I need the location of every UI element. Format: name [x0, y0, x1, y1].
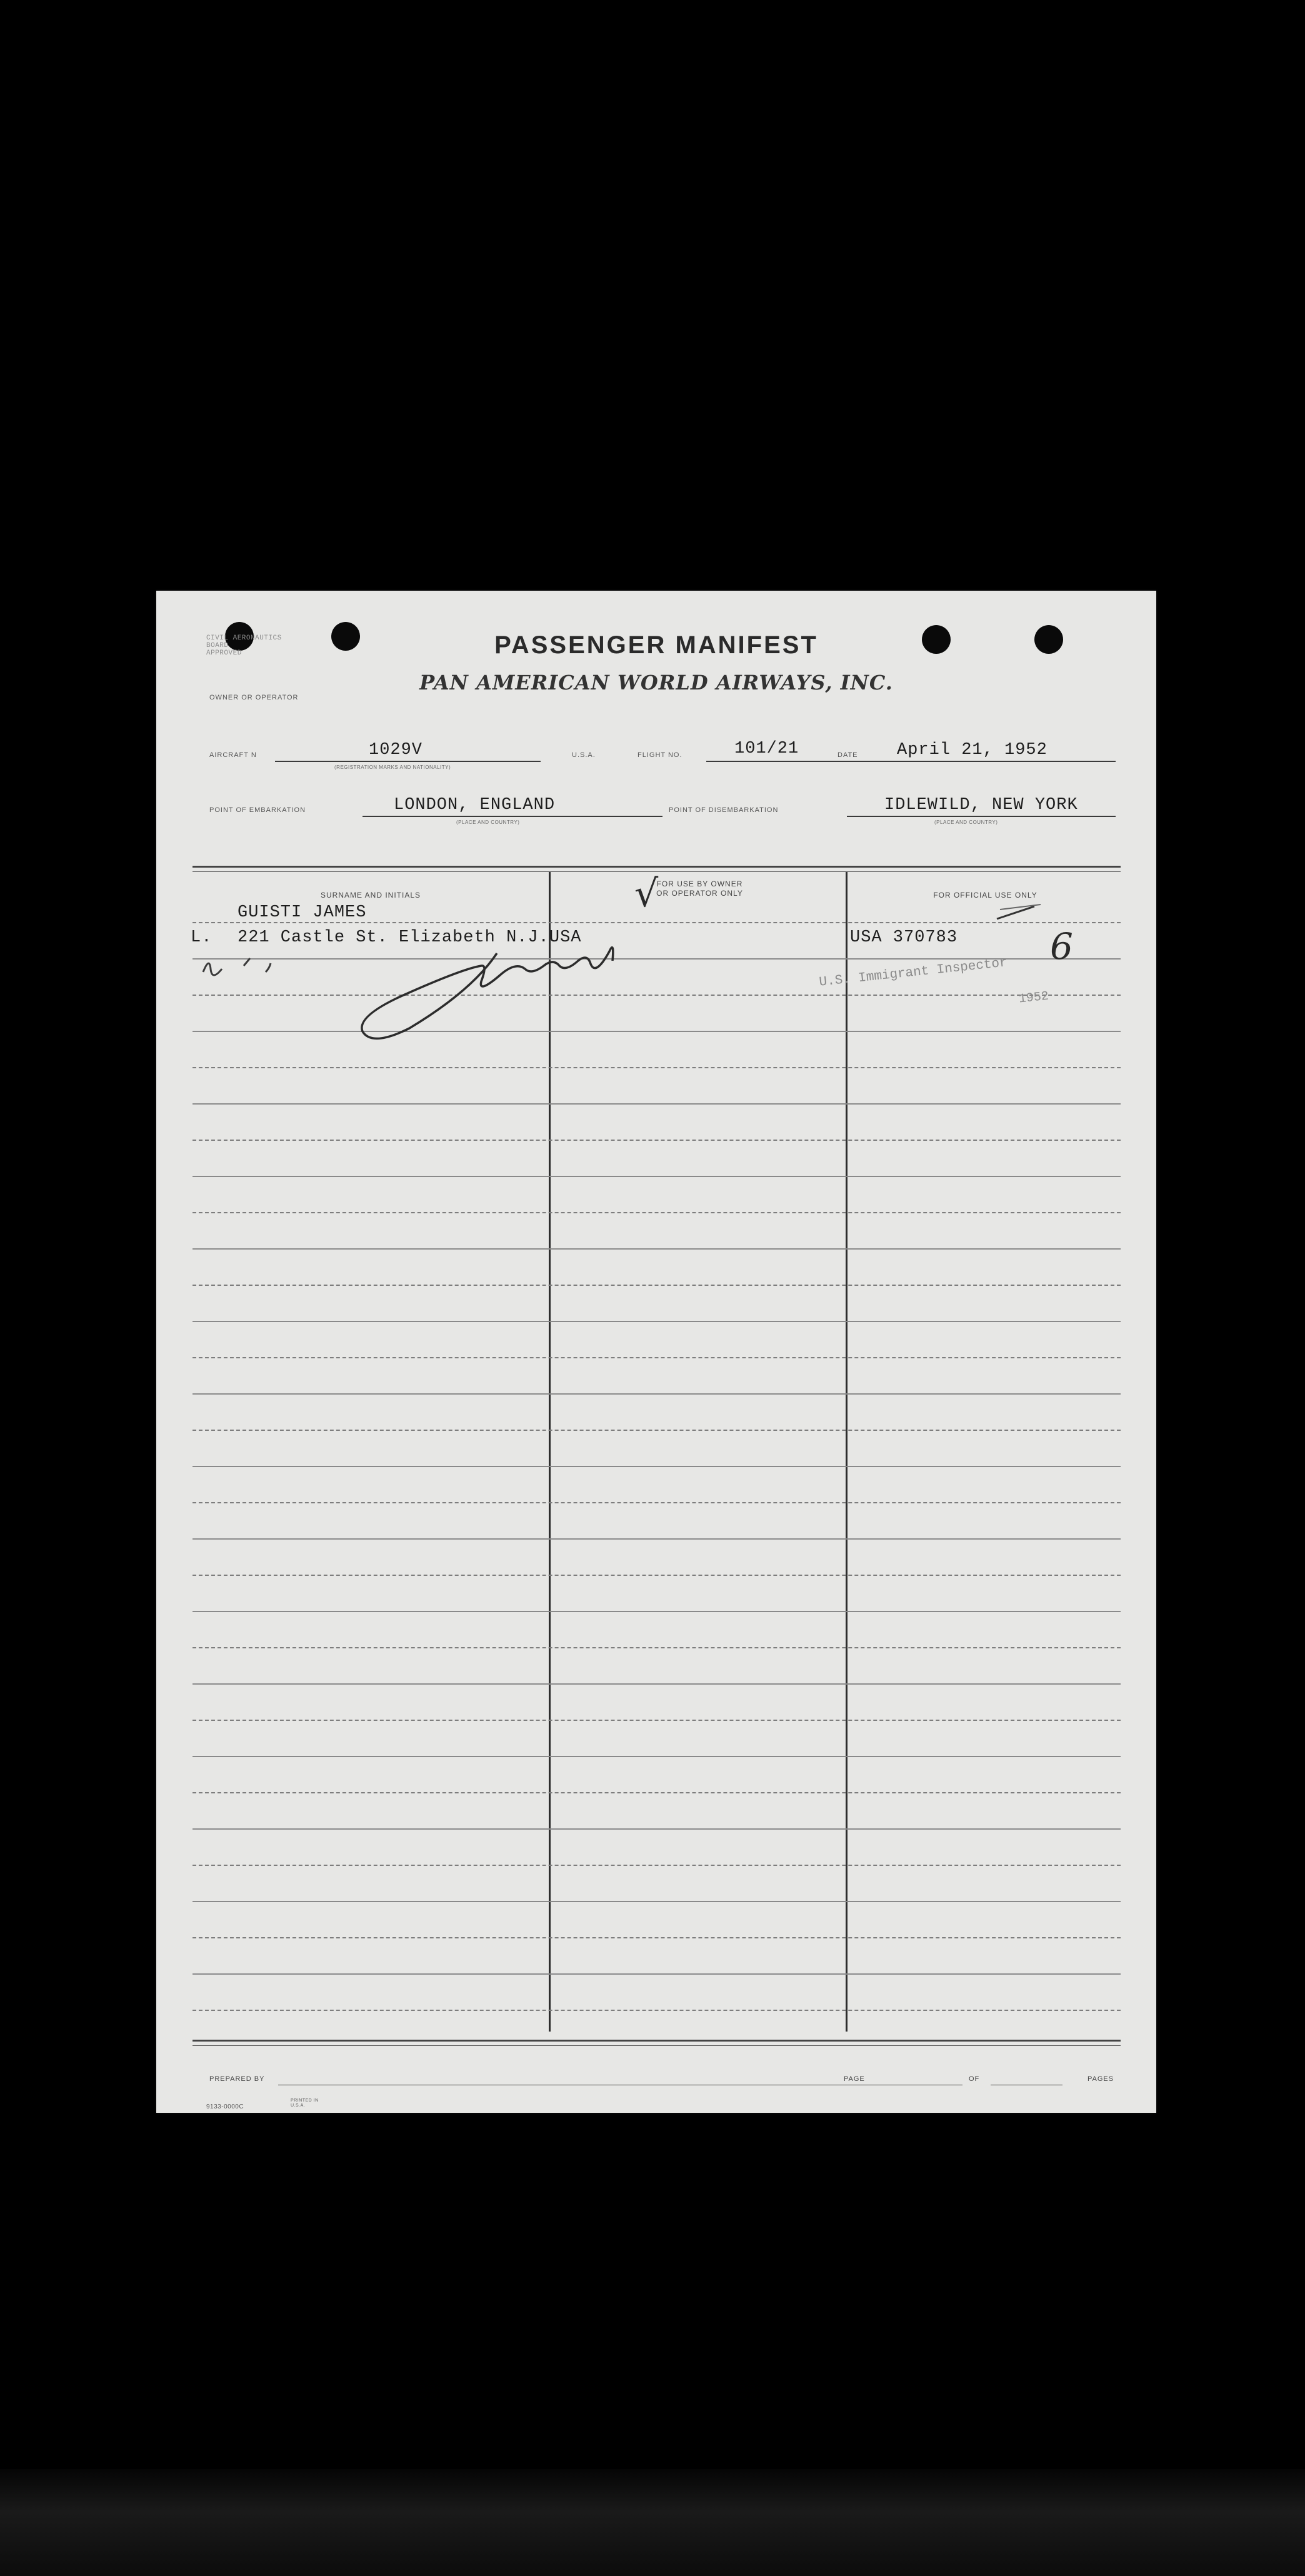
date-label: DATE [838, 751, 858, 759]
flight-value: 101/21 [734, 739, 799, 758]
row-rule [192, 2010, 1121, 2011]
row-rule [192, 1792, 1121, 1793]
col-head-owner-use-1: FOR USE BY OWNER [656, 880, 743, 888]
row-rule [192, 1720, 1121, 1721]
entry-address-prefix: L. [191, 928, 212, 947]
official-handwritten-mark: 6 [1050, 925, 1073, 968]
entry-address: 221 Castle St. Elizabeth N.J.USA [238, 928, 582, 947]
table-bottom-rule [192, 2040, 1121, 2042]
row-rule [192, 1611, 1121, 1612]
flight-label: FLIGHT NO. [638, 751, 682, 759]
inspector-stamp: U.S. Immigrant Inspector [818, 956, 1008, 990]
disembarkation-value: IDLEWILD, NEW YORK [884, 796, 1078, 814]
aircraft-value: 1029V [369, 741, 423, 759]
disembarkation-sublabel: (PLACE AND COUNTRY) [934, 819, 998, 825]
row-rule [192, 1285, 1121, 1286]
prepared-by-label: PREPARED BY [209, 2075, 265, 2083]
of-label: OF [969, 2075, 980, 2083]
date-value: April 21, 1952 [897, 741, 1048, 759]
inspector-stamp-year: 1952 [1018, 989, 1050, 1007]
col-head-surname: SURNAME AND INITIALS [320, 891, 421, 900]
owner-check-mark: √ [634, 872, 659, 916]
passenger-manifest-sheet [156, 591, 1156, 2113]
printed-label: PRINTED IN U.S.A. [291, 2098, 319, 2108]
scan-bed-edge [0, 2469, 1305, 2576]
row-rule [192, 1140, 1121, 1141]
row-rule [192, 1538, 1121, 1540]
row-rule [192, 1103, 1121, 1105]
row-rule [192, 1756, 1121, 1757]
row-rule [192, 1502, 1121, 1503]
row-rule [192, 1357, 1121, 1358]
row-rule [192, 1321, 1121, 1322]
row-rule [192, 1828, 1121, 1830]
aircraft-label: AIRCRAFT N [209, 751, 257, 759]
row-rule [192, 1683, 1121, 1685]
aircraft-sublabel: (REGISTRATION MARKS AND NATIONALITY) [334, 764, 451, 770]
row-rule [192, 1393, 1121, 1395]
row-rule [192, 1212, 1121, 1213]
embarkation-label: POINT OF EMBARKATION [209, 806, 306, 814]
row-rule [192, 1430, 1121, 1431]
row-rule [192, 1575, 1121, 1576]
corner-approval-stamp: CIVIL AERONAUTICS BOARD APPROVED [206, 634, 282, 657]
row-rule [192, 1865, 1121, 1866]
owner-operator-label: OWNER OR OPERATOR [209, 694, 299, 701]
row-rule [192, 1901, 1121, 1902]
row-rule [192, 1973, 1121, 1975]
entry-official-number: USA 370783 [850, 928, 958, 947]
table-bottom-rule-2 [192, 2045, 1121, 2046]
page-label: PAGE [844, 2075, 865, 2083]
form-code: 9133-0000C [206, 2103, 244, 2110]
embarkation-value: LONDON, ENGLAND [394, 796, 556, 814]
usa-label: U.S.A. [572, 751, 596, 759]
row-rule [192, 1466, 1121, 1467]
embarkation-sublabel: (PLACE AND COUNTRY) [456, 819, 520, 825]
row-rule [192, 1647, 1121, 1648]
row-rule [192, 1176, 1121, 1177]
pages-label: PAGES [1088, 2075, 1114, 2083]
col-head-official: FOR OFFICIAL USE ONLY [933, 891, 1038, 900]
row-rule [192, 1248, 1121, 1250]
airline-name: PAN AMERICAN WORLD AIRWAYS, INC. [419, 671, 893, 694]
col-head-owner-use-2: OR OPERATOR ONLY [656, 889, 743, 898]
form-title: PASSENGER MANIFEST [494, 631, 818, 659]
row-rule [192, 1937, 1121, 1938]
disembarkation-label: POINT OF DISEMBARKATION [669, 806, 779, 814]
entry-name: GUISTI JAMES [238, 903, 367, 922]
handwritten-signature-strokes [156, 591, 1156, 1091]
